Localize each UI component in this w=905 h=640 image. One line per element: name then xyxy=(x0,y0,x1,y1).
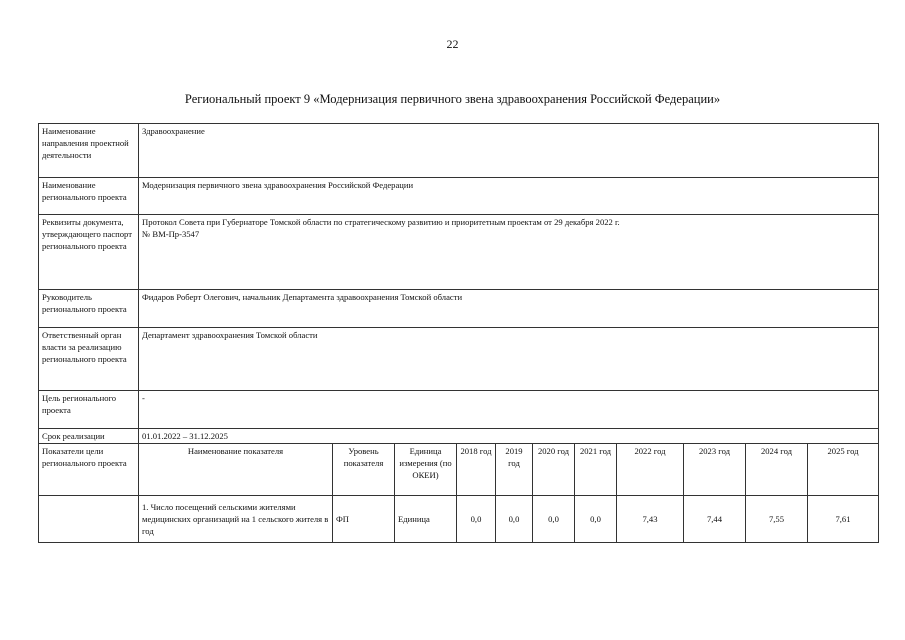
row-goal xyxy=(39,391,879,429)
indicator-value: 7,55 xyxy=(746,496,808,543)
header-year: 2022 год xyxy=(617,444,684,496)
document-line-1: Протокол Совета при Губернаторе Томской области по стратегическому развитию и приоритетным проектам от 29 декабря 2022 г. xyxy=(142,217,620,227)
value-period: 01.01.2022 – 31.12.2025 xyxy=(139,429,879,444)
project-passport-table xyxy=(38,123,879,543)
indicator-empty-cell xyxy=(39,496,139,543)
row-period xyxy=(39,429,879,444)
indicator-row xyxy=(39,496,879,543)
row-project-name xyxy=(39,178,879,215)
indicator-value: 7,44 xyxy=(684,496,746,543)
header-level: Уровень показателя xyxy=(333,444,395,496)
header-unit: Единица измерения (по ОКЕИ) xyxy=(395,444,457,496)
row-responsible xyxy=(39,328,879,391)
label-goal: Цель регионального проекта xyxy=(39,391,139,429)
indicator-value: 0,0 xyxy=(496,496,533,543)
indicator-level: ФП xyxy=(333,496,395,543)
document-line-2: № ВМ-Пр-3547 xyxy=(142,229,200,239)
indicator-value: 0,0 xyxy=(575,496,617,543)
value-goal: - xyxy=(139,391,879,429)
header-year: 2023 год xyxy=(684,444,746,496)
indicators-header-row xyxy=(39,444,879,496)
label-period: Срок реализации xyxy=(39,429,139,444)
indicator-value: 7,61 xyxy=(808,496,879,543)
document-title: Региональный проект 9 «Модернизация первичного звена здравоохранения Российской Федерации» xyxy=(184,92,721,106)
value-responsible: Департамент здравоохранения Томской области xyxy=(139,328,879,391)
label-project-name: Наименование регионального проекта xyxy=(39,178,139,215)
indicator-value: 0,0 xyxy=(533,496,575,543)
label-direction: Наименование направления проектной деятельности xyxy=(39,124,139,178)
indicator-value: 0,0 xyxy=(457,496,496,543)
label-leader: Руководитель регионального проекта xyxy=(39,290,139,328)
header-year: 2020 год xyxy=(533,444,575,496)
header-year: 2025 год xyxy=(808,444,879,496)
header-indicator-name: Наименование показателя xyxy=(139,444,333,496)
value-leader: Фидаров Роберт Олегович, начальник Департамента здравоохранения Томской области xyxy=(139,290,879,328)
value-direction: Здравоохранение xyxy=(139,124,879,178)
header-year: 2019 год xyxy=(496,444,533,496)
indicator-unit: Единица xyxy=(395,496,457,543)
header-year: 2021 год xyxy=(575,444,617,496)
row-leader xyxy=(39,290,879,328)
page-number: 22 xyxy=(446,37,459,51)
row-direction xyxy=(39,124,879,178)
header-year: 2024 год xyxy=(746,444,808,496)
indicator-value: 7,43 xyxy=(617,496,684,543)
indicator-name: 1. Число посещений сельскими жителями медицинских организаций на 1 сельского жителя в год xyxy=(139,496,333,543)
label-indicators: Показатели цели регионального проекта xyxy=(39,444,139,496)
label-document: Реквизиты документа, утверждающего паспорт регионального проекта xyxy=(39,215,139,290)
row-document xyxy=(39,215,879,290)
header-year: 2018 год xyxy=(457,444,496,496)
value-document xyxy=(139,215,879,290)
label-responsible: Ответственный орган власти за реализацию регионального проекта xyxy=(39,328,139,391)
value-project-name: Модернизация первичного звена здравоохранения Российской Федерации xyxy=(139,178,879,215)
